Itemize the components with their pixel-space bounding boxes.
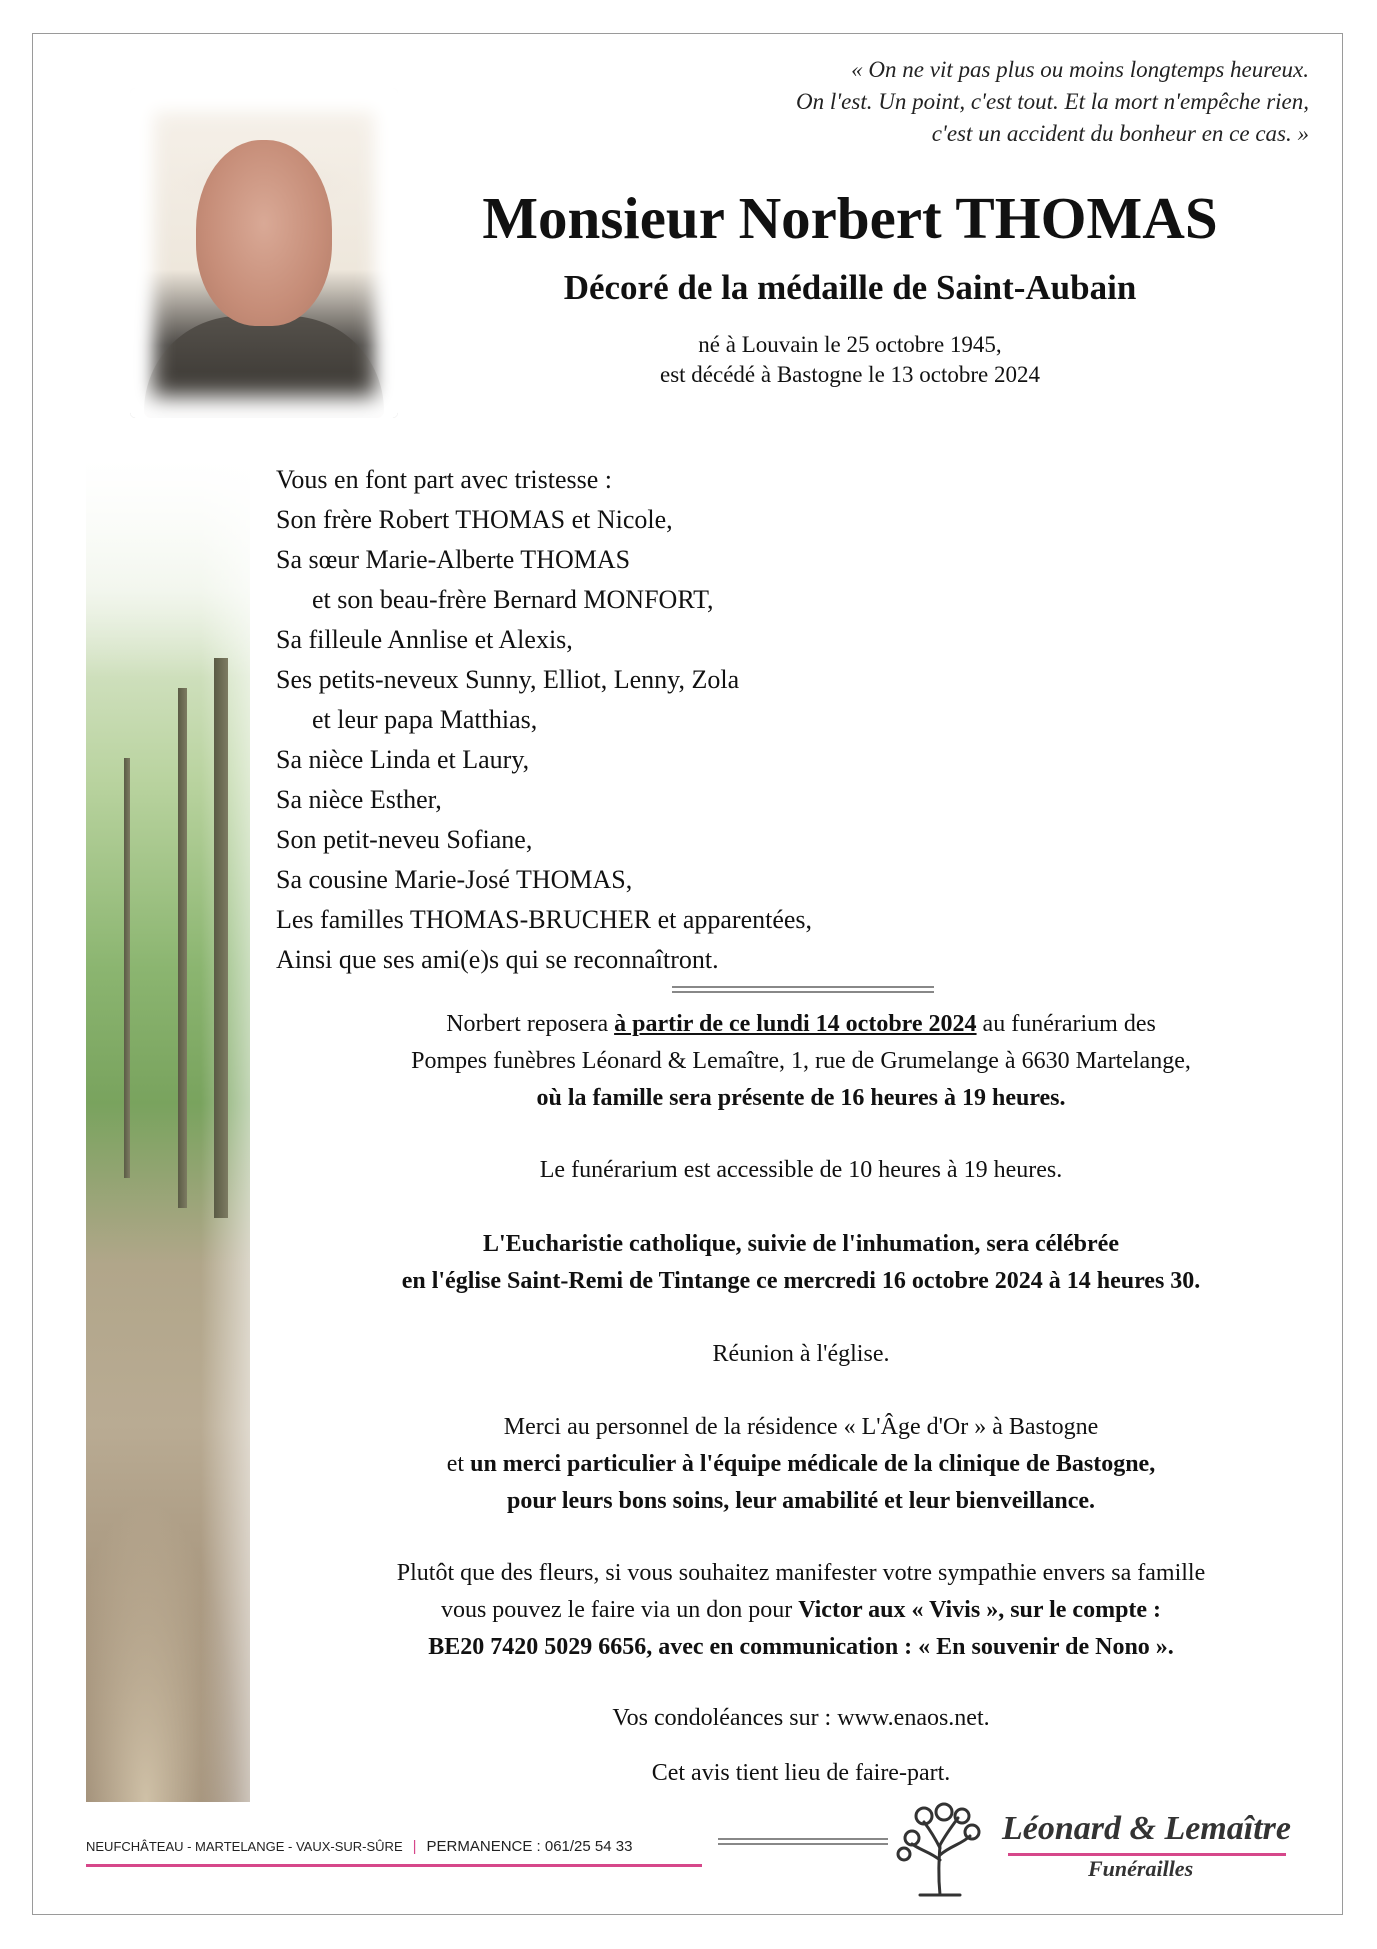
tree-trunk [178,688,187,1208]
forest-path-image [86,458,250,1802]
visitation-info [276,1006,1326,1117]
ceremony-line: en l'église Saint-Remi de Tintange ce mercredi 16 octobre 2024 à 14 heures 30. [401,1268,1201,1294]
family-list [276,460,812,980]
family-line: Ainsi que ses ami(e)s qui se reconnaîtront. [276,945,719,974]
portrait-photo [130,88,398,418]
funeral-home-logo [890,1800,1310,1900]
thanks-line: et un merci particulier à l'équipe médicale de la clinique de Bastogne, [446,1451,1156,1477]
footer-separator: | [412,1838,417,1855]
family-line: Vous en font part avec tristesse : [276,465,612,494]
birth-death-dates [420,330,1280,390]
visitation-hours: où la famille sera présente de 16 heures à 19 heures. [536,1085,1066,1111]
donation-info [276,1555,1326,1666]
donation-line: Plutôt que des fleurs, si vous souhaitez manifester votre sympathie envers sa famille [396,1560,1206,1586]
family-line: et leur papa Matthias, [312,705,538,734]
family-line: Son petit-neveu Sofiane, [276,825,533,854]
quote-line: On l'est. Un point, c'est tout. Et la mort n'empêche rien, [795,89,1309,114]
family-line: Sa sœur Marie-Alberte THOMAS [276,545,631,574]
tree-trunk [214,658,228,1218]
family-line: Son frère Robert THOMAS et Nicole, [276,505,673,534]
family-line: Les familles THOMAS-BRUCHER et apparentées, [276,905,813,934]
death-line: est décédé à Bastogne le 13 octobre 2024 [659,362,1040,387]
access-hours: Le funérarium est accessible de 10 heures à 19 heures. [539,1157,1063,1183]
epigraph-quote [549,54,1309,150]
notice-text: Cet avis tient lieu de faire-part. [651,1760,951,1786]
family-line: Sa cousine Marie-José THOMAS, [276,865,633,894]
donation-account: BE20 7420 5029 6656, avec en communication : « En souvenir de Nono ». [428,1634,1174,1660]
quote-line: c'est un accident du bonheur en ce cas. » [931,121,1309,146]
portrait-fade [130,88,398,418]
quote-line: « On ne vit pas plus ou moins longtemps heureux. [851,57,1309,82]
birth-line: né à Louvain le 25 octobre 1945, [698,332,1002,357]
deceased-name: Monsieur Norbert THOMAS [482,185,1218,251]
tree-trunk [124,758,130,1178]
family-line: Sa filleule Annlise et Alexis, [276,625,573,654]
ceremony-line: L'Eucharistie catholique, suivie de l'inhumation, sera célébrée [483,1231,1119,1257]
thanks-line: pour leurs bons soins, leur amabilité et leur bienveillance. [506,1488,1096,1514]
section-divider [672,986,934,993]
family-line: Sa nièce Linda et Laury, [276,745,530,774]
reunion-note: Réunion à l'église. [712,1341,890,1367]
logo-subtitle: Funérailles [1088,1856,1194,1881]
footer-contact [86,1838,632,1855]
footer-locations: NEUFCHÂTEAU - MARTELANGE - VAUX-SUR-SÛRE [86,1839,403,1854]
footer-accent-line [86,1864,702,1867]
family-line: Sa nièce Esther, [276,785,442,814]
visitation-line: Norbert reposera à partir de ce lundi 14 octobre 2024 au funérarium des [446,1011,1156,1037]
tree-logo-icon [890,1800,990,1900]
forest-path [86,1202,250,1802]
donation-line: vous pouvez le faire via un don pour Victor aux « Vivis », sur le compte : [440,1597,1162,1623]
ceremony-info [276,1226,1326,1300]
thanks-line: Merci au personnel de la résidence « L'Âge d'Or » à Bastogne [503,1414,1099,1440]
logo-name: Léonard & Lemaître [1002,1810,1291,1847]
condolences-link: Vos condoléances sur : www.enaos.net. [612,1705,990,1731]
family-line: et son beau-frère Bernard MONFORT, [312,585,714,614]
family-line: Ses petits-neveux Sunny, Elliot, Lenny, Zola [276,665,740,694]
deceased-distinction: Décoré de la médaille de Saint-Aubain [563,268,1137,307]
thanks-message [276,1409,1326,1520]
visitation-address: Pompes funèbres Léonard & Lemaître, 1, rue de Grumelange à 6630 Martelange, [411,1048,1191,1074]
footer-permanence: PERMANENCE : 061/25 54 33 [426,1838,633,1855]
footer-divider [718,1838,888,1845]
